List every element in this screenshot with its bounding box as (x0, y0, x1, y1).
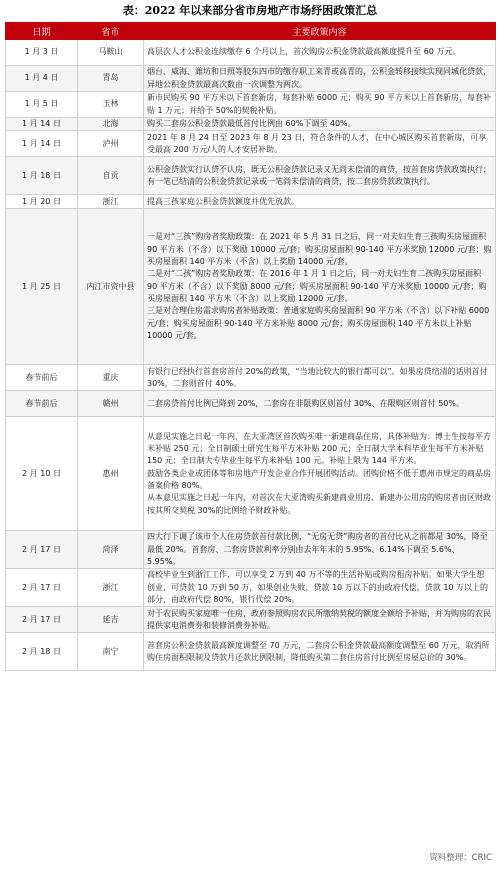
row-province: 延吉 (78, 607, 144, 633)
table-row (6, 157, 496, 195)
row-content: 从意见实施之日起一年内，在大亚湾区首次购买唯一新建商品住房，具体补贴为：博士生按每平方米补贴 250 元；全日制硕士研究生每平方米补贴 200 元；全日制大学本科毕业生每平方米补贴 150 元；全日制大专毕业生每平方米补贴 100 元。补贴上限为 144 平方米。 鼓励各类企业或团体等和房地产开发企业合作开展团购活动。团购价格不低于惠州市规定的商品房备案价格 80%。 从本意见实施之日起一年内，对首次在大亚湾购买新建商业用房、新建办公用房的购房者由区财政按其所交契税 30%的比例给予财政补贴。 (144, 417, 496, 531)
row-content: 二套房贷首付比例已降到 20%，二套房在非限购区则首付 30%、在限购区则首付 50%。 (144, 391, 496, 417)
row-date: 1 月 18 日 (6, 157, 78, 195)
row-date: 1 月 14 日 (6, 118, 78, 131)
row-date: 2 月 10 日 (6, 417, 78, 531)
row-province: 南宁 (78, 633, 144, 671)
row-province: 重庆 (78, 365, 144, 391)
row-content: 2021 年 8 月 24 日至 2023 年 8 月 23 日，符合条件的人才，在中心城区购买首套新房，可享受最高 200 万元/人的人才安居补助。 (144, 131, 496, 157)
row-content: 高层次人才公积金连续缴存 6 个月以上，首次购房公积金贷款最高额度提升至 60 万元。 (144, 40, 496, 66)
row-province: 赣州 (78, 391, 144, 417)
row-content: 四大行下调了该市个人住房贷款首付款比例，“无房无贷”购房者的首付比从之前都是 30%，降至最低 20%。首套房、二套房贷款利率分别由去年年末的 5.95%、6.14%下调至 5.6%、5.95%。 (144, 531, 496, 569)
policy-table (5, 22, 496, 671)
row-date: 2 月 17 日 (6, 531, 78, 569)
table-row (6, 531, 496, 569)
row-province: 浙江 (78, 569, 144, 607)
source-note: 资料整理：CRIC (429, 853, 492, 863)
table-header-row (6, 23, 496, 40)
row-province: 青岛 (78, 66, 144, 92)
row-date: 1 月 5 日 (6, 92, 78, 118)
row-date: 1 月 14 日 (6, 131, 78, 157)
table-row (6, 118, 496, 131)
header-date: 日期 (6, 23, 78, 40)
header-province: 省市 (78, 23, 144, 40)
table-row (6, 391, 496, 417)
table-body (6, 40, 496, 671)
table-row (6, 66, 496, 92)
row-content: 提高三孩家庭公积金贷款额度并优先放款。 (144, 195, 496, 209)
table-row (6, 365, 496, 391)
row-province: 泸州 (78, 131, 144, 157)
row-province: 自贡 (78, 157, 144, 195)
table-row (6, 633, 496, 671)
row-content: 一是对“三孩”购房者奖励政策：在 2021 年 5 月 31 日之后，同一对夫妇生育三孩购买房屋面积 90 平方米（不含）以下奖励 10000 元/套；购买房屋面积 90-140 平方米奖励 12000 元/套；购买房屋面积 140 平方米（不含）以上奖励 14000 元/套。 二是对“二孩”购房者奖励政策：在 2016 年 1 月 1 日之后，同一对夫妇生育二孩购买房屋面积 90 平方米（不含）以下奖励 8000 元/套；购买房屋面积 90-140 平方米奖励 10000 元/套；购买房屋面积 140 平方米（不含）以上奖励 12000 元/套。 三是对合理住房需求购房者补贴政策：普通家庭购买房屋面积 90 平方米（不含）以下补贴 6000 元/套；购买房屋面积 90-140 平方米补贴 8000 元/套；购买房屋面积 140 平方米以上补贴 10000 元/套。 (144, 209, 496, 365)
row-date: 2 月 17 日 (6, 607, 78, 633)
row-content: 首套房公积金贷款最高额度调整至 70 万元，二套房公积金贷款最高额度调整至 60 万元，取消所购住房面积限制及贷款月还款比例限制，降低购买第二套住房首付比例至房屋总价的 30%。 (144, 633, 496, 671)
row-date: 1 月 3 日 (6, 40, 78, 66)
row-date: 春节前后 (6, 391, 78, 417)
row-content: 有银行已经执行首套房首付 20%的政策，“当地比较大的银行都可以”。如果房贷结清的话则首付 30%，二套则首付 40%。 (144, 365, 496, 391)
header-content: 主要政策内容 (144, 23, 496, 40)
row-content: 对于农民购买家庭唯一住房，政府参照购房农民所缴纳契税的额度全额给予补贴，并为购房的农民提供家电消费券和装修消费券补贴。 (144, 607, 496, 633)
table-row (6, 607, 496, 633)
row-content: 公积金贷款实行认贷不认房，既无公积金贷款记录又无尚未偿清的商贷，按首套房贷款政策执行；有一笔已结清的公积金贷款记录或一笔尚未偿清的商贷，按二套房贷款政策执行。 (144, 157, 496, 195)
row-date: 1 月 4 日 (6, 66, 78, 92)
row-province: 玉林 (78, 92, 144, 118)
row-date: 1 月 25 日 (6, 209, 78, 365)
row-date: 春节前后 (6, 365, 78, 391)
row-province: 浙江 (78, 195, 144, 209)
table-row (6, 195, 496, 209)
table-row (6, 209, 496, 365)
row-province: 北海 (78, 118, 144, 131)
row-date: 2 月 18 日 (6, 633, 78, 671)
table-title: 表：2022 年以来部分省市房地产市场纾困政策汇总 (122, 4, 378, 17)
row-province: 惠州 (78, 417, 144, 531)
table-row (6, 40, 496, 66)
row-date: 2 月 17 日 (6, 569, 78, 607)
row-province: 菏泽 (78, 531, 144, 569)
row-province: 内江市资中县 (78, 209, 144, 365)
table-row (6, 569, 496, 607)
row-content: 购买二套房公积金贷款最低首付比例由 60%下调至 40%。 (144, 118, 496, 131)
table-row (6, 131, 496, 157)
row-date: 1 月 20 日 (6, 195, 78, 209)
row-content: 新市民购买 90 平方米以下首套新房，每套补贴 6000 元；购买 90 平方米以上首套新房，每套补贴 1 万元；并给予 50%的契税补贴。 (144, 92, 496, 118)
row-province: 马鞍山 (78, 40, 144, 66)
row-content: 高校毕业生到浙江工作，可以享受 2 万到 40 万不等的生活补贴或购房租房补贴。如果大学生想创业，可贷款 10 万到 50 万，如果创业失败，贷款 10 万以下的由政府代偿，贷款 10 万以上的部分，由政府代偿 80%，银行代偿 20%。 (144, 569, 496, 607)
table-row (6, 92, 496, 118)
row-content: 烟台、威海、潍坊和日照等胶东四市的缴存职工来青或高青的，公积金转移接续实现同城化贷款，异地公积金贷款最高次数由一次调整为两次。 (144, 66, 496, 92)
table-row (6, 417, 496, 531)
